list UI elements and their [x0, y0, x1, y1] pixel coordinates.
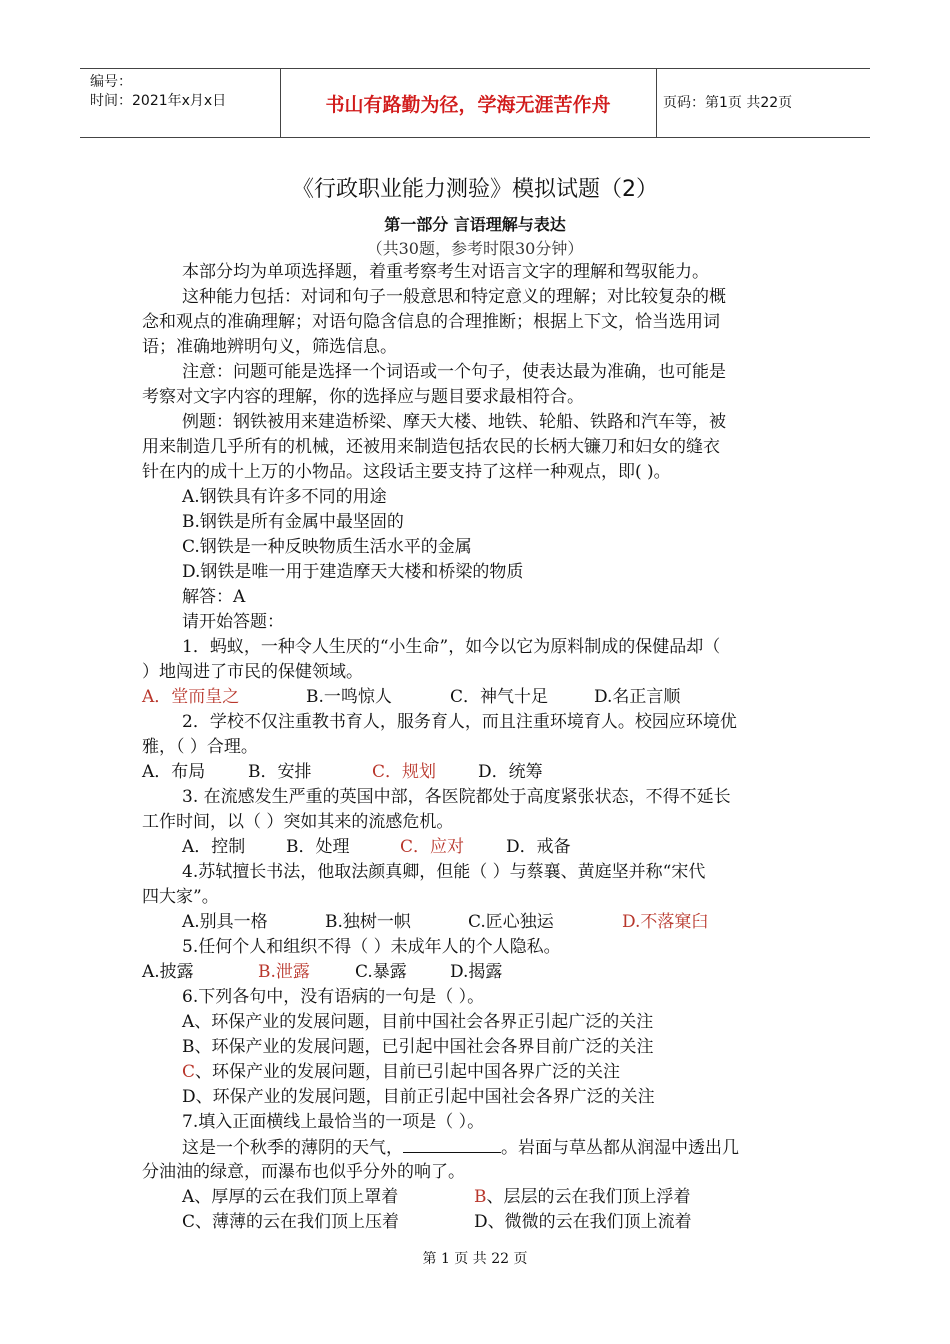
option-c	[182, 1061, 620, 1083]
question-text: 5.任何个人和组织不得（ ）未成年人的个人隐私。	[182, 937, 561, 957]
page-info: 页码：第1页 共22页	[663, 95, 793, 111]
option-d: D、环保产业的发展问题，目前正引起中国社会各界广泛的关注	[182, 1087, 655, 1107]
option-a: A．布局	[142, 762, 206, 782]
option-a: A、环保产业的发展问题，目前中国社会各界正引起广泛的关注	[182, 1012, 654, 1032]
question-text: 1．蚂蚁，一种令人生厌的“小生命”，如今以它为原料制成的保健品却（	[182, 637, 721, 657]
option-d: D．统筹	[478, 762, 543, 782]
option-c: C．规划	[372, 762, 437, 782]
intro-line: 考察对文字内容的理解，你的选择应与题目要求最相符合。	[142, 387, 584, 407]
option-b	[474, 1186, 691, 1208]
start-label: 请开始答题：	[182, 612, 284, 632]
doc-title: 《行政职业能力测验》模拟试题（2）	[292, 177, 658, 202]
page-footer: 第 1 页 共 22 页	[422, 1251, 528, 1267]
example-option: B.钢铁是所有金属中最坚固的	[182, 512, 404, 532]
option-letter: C	[182, 1062, 196, 1082]
option-d: D.名正言顺	[594, 687, 681, 707]
question-text: 工作时间，以（ ）突如其来的流感危机。	[142, 812, 454, 832]
option-d: D、微微的云在我们顶上流着	[474, 1212, 692, 1232]
part-heading: 第一部分 言语理解与表达	[384, 215, 566, 234]
option-d: D.不落窠臼	[622, 912, 709, 932]
question-text: 4.苏轼擅长书法，他取法颜真卿，但能（ ）与蔡襄、黄庭坚并称“宋代	[182, 862, 706, 882]
question-passage	[182, 1136, 739, 1159]
intro-line: 这种能力包括：对词和句子一般意思和特定意义的理解；对比较复杂的概	[182, 287, 726, 307]
option-letter: B	[474, 1187, 487, 1207]
option-b: B.独树一帜	[325, 912, 411, 932]
question-text: 7.填入正面横线上最恰当的一项是（ ）。	[182, 1112, 485, 1132]
option-b: B．处理	[286, 837, 350, 857]
example-line: 用来制造几乎所有的机械，还被用来制造包括农民的长柄大镰刀和妇女的缝衣	[142, 437, 720, 457]
option-c: C．应对	[400, 837, 465, 857]
question-text: 2．学校不仅注重教书育人，服务育人，而且注重环境育人。校园应环境优	[182, 712, 737, 732]
question-text: 6.下列各句中，没有语病的一句是（ ）。	[182, 987, 485, 1007]
option-text: 、环保产业的发展问题，目前已引起中国各界广泛的关注	[195, 1062, 621, 1082]
example-option: C.钢铁是一种反映物质生活水平的金属	[182, 537, 472, 557]
intro-line: 念和观点的准确理解；对语句隐含信息的合理推断；根据上下文，恰当选用词	[142, 312, 720, 332]
motto: 书山有路勤为径，学海无涯苦作舟	[325, 93, 611, 116]
option-b: B.泄露	[258, 962, 310, 982]
option-d: D．戒备	[506, 837, 571, 857]
part-count: （共30题，参考时限30分钟）	[366, 239, 584, 258]
option-a: A．控制	[182, 837, 246, 857]
option-c: C.匠心独运	[468, 912, 554, 932]
example-line: 针在内的成十上万的小物品。这段话主要支持了这样一种观点，即( )。	[142, 462, 671, 482]
option-b: B、环保产业的发展问题，已引起中国社会各界目前广泛的关注	[182, 1037, 654, 1057]
example-option: A.钢铁具有许多不同的用途	[182, 487, 387, 507]
fill-blank	[403, 1136, 501, 1153]
option-a: A.披露	[142, 962, 194, 982]
code-label: 编号：	[90, 74, 132, 90]
question-text: 雅，（ ）合理。	[142, 737, 258, 757]
option-b: B.一鸣惊人	[306, 687, 392, 707]
header-meta	[90, 73, 226, 111]
question-passage: 分油油的绿意，而瀑布也似乎分外的响了。	[142, 1162, 465, 1182]
question-text: 四大家”。	[142, 887, 219, 907]
header-divider	[656, 69, 657, 137]
intro-line: 本部分均为单项选择题，着重考察考生对语言文字的理解和驾驭能力。	[182, 262, 709, 282]
example-option: D.钢铁是唯一用于建造摩天大楼和桥梁的物质	[182, 562, 524, 582]
option-c: C.暴露	[355, 962, 407, 982]
intro-line: 语；准确地辨明句义，筛选信息。	[142, 337, 397, 357]
example-answer: 解答：A	[182, 587, 246, 607]
option-d: D.揭露	[450, 962, 503, 982]
page-header	[80, 68, 870, 138]
passage-part: 。岩面与草丛都从润湿中透出几	[501, 1138, 739, 1158]
option-c: C．神气十足	[450, 687, 549, 707]
example-line: 例题：钢铁被用来建造桥梁、摩天大楼、地铁、轮船、铁路和汽车等，被	[182, 412, 726, 432]
option-a: A、厚厚的云在我们顶上罩着	[182, 1187, 399, 1207]
option-b: B．安排	[248, 762, 312, 782]
date-line: 时间：2021年x月x日	[90, 93, 227, 109]
option-a: A.别具一格	[182, 912, 268, 932]
question-text: 3. 在流感发生严重的英国中部，各医院都处于高度紧张状态，不得不延长	[182, 787, 731, 807]
passage-part: 这是一个秋季的薄阴的天气，	[182, 1138, 403, 1158]
question-text: ）地闯进了市民的保健领域。	[142, 662, 363, 682]
option-text: 、层层的云在我们顶上浮着	[486, 1187, 691, 1207]
option-a: A．堂而皇之	[142, 687, 240, 707]
intro-line: 注意：问题可能是选择一个词语或一个句子，使表达最为准确，也可能是	[182, 362, 726, 382]
option-c: C、薄薄的云在我们顶上压着	[182, 1212, 400, 1232]
